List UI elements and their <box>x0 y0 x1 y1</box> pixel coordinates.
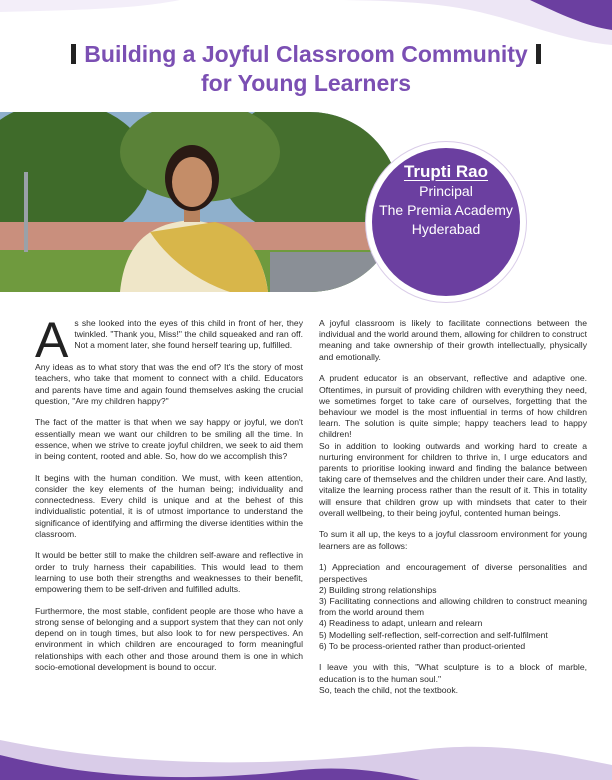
paragraph: It would be better still to make the children self-aware and reflective in order to truly harness their capabilities. This would lead to them learning to use both their strengths and weaknesses to their benefit, empowering them to be self-driven and fulfilled adults. <box>35 550 303 595</box>
list-item: 6) To be process-oriented rather than product-oriented <box>319 640 526 651</box>
author-name: Trupti Rao <box>403 162 489 181</box>
paragraph: It begins with the human condition. We must, with keen attention, consider the key elements of the human being; individuality and connectedness. Every child is unique and at the behest of this individualistic potential, it is of utmost importance to understand the significance of identifying and affirming the diverse identities within the classroom. <box>35 472 303 539</box>
footer-wave-decoration <box>0 710 612 780</box>
paragraph: To sum it all up, the keys to a joyful classroom environment for young learners are as follows: <box>319 529 587 551</box>
paragraph: The fact of the matter is that when we say happy or joyful, we don't essentially mean we want our children to be smiling all the time. In essence, when we strive to create joyful children, we seek to aid them in being content, rooted and able. So, how do we accomplish this? <box>35 417 303 462</box>
author-city: Hyderabad <box>411 221 481 237</box>
paragraph: Furthermore, the most stable, confident people are those who have a strong sense of belonging and a support system that they can not only depend on in tough times, but also look to for new perspectives. An environment in which children are encouraged to form meaningful relationships with each other and those around them is one in which socio-emotional development is bound to occur. <box>35 605 303 672</box>
title-line-2: for Young Learners <box>200 70 412 96</box>
list-item: 1) Appreciation and encouragement of diverse personalities and perspectives <box>319 562 587 584</box>
list-item: 2) Building strong relationships <box>319 584 437 595</box>
author-photo <box>0 112 400 292</box>
paragraph: So in addition to looking outwards and working hard to create a nurturing environment for children to thrive in, I urge educators and parents to prioritise looking inward and finding the balance between taking care of themselves and the children under their care. And lastly, vitalize the learning process rather than the result of it. This in totality will ensure that children grow up with mindsets that cater to their overall wellbeing, to their being joyful, contented human beings. <box>319 440 587 518</box>
paragraph: As she looked into the eyes of this child in front of her, they twinkled. "Thank you, Miss!" the child squeaked and ran off. Not a moment later, she found herself tearing up, fulfilled. <box>35 312 303 368</box>
paragraph: A joyful classroom is likely to facilitate connections between the individual and the world around them, allowing for children to construct meaning and take ownership of their growth intellectually, physically and emotionally. <box>319 318 587 362</box>
right-column <box>319 318 587 707</box>
list-item: 3) Facilitating connections and allowing children to construct meaning from the world around them <box>319 595 587 618</box>
title-bar-left <box>71 44 76 64</box>
dropcap: A <box>35 312 69 368</box>
paragraph: A prudent educator is an observant, reflective and adaptive one. Oftentimes, in pursuit of providing children with everything they need, we sometimes forget to take care of ourselves, forgetting that the behaviour we model is the most influential in terms of how children learn. The solution is quite simple; happy teachers lead to happy children! <box>319 373 587 440</box>
author-role: Principal <box>419 183 473 199</box>
author-badge <box>372 148 520 296</box>
keys-list <box>319 562 587 652</box>
paragraph: So, teach the child, not the textbook. <box>319 684 459 695</box>
article-title <box>0 40 612 98</box>
paragraph: Any ideas as to what story that was the end of? It's the story of most teachers, who take that moment to connect with a child. Educators and parents have time and again found themselves asking the crucial question, "Are my children happy?" <box>35 362 303 406</box>
paragraph: I leave you with this, "What sculpture is to a block of marble, education is to the human soul." <box>319 662 587 684</box>
left-column <box>35 312 303 683</box>
title-line-1: Building a Joyful Classroom Community <box>84 41 528 67</box>
list-item: 4) Readiness to adapt, unlearn and relearn <box>319 618 483 629</box>
title-bar-right <box>536 44 541 64</box>
list-item: 5) Modelling self-reflection, self-correction and self-fulfilment <box>319 629 548 640</box>
author-school: The Premia Academy <box>379 202 513 218</box>
author-photo-illustration <box>0 112 400 292</box>
